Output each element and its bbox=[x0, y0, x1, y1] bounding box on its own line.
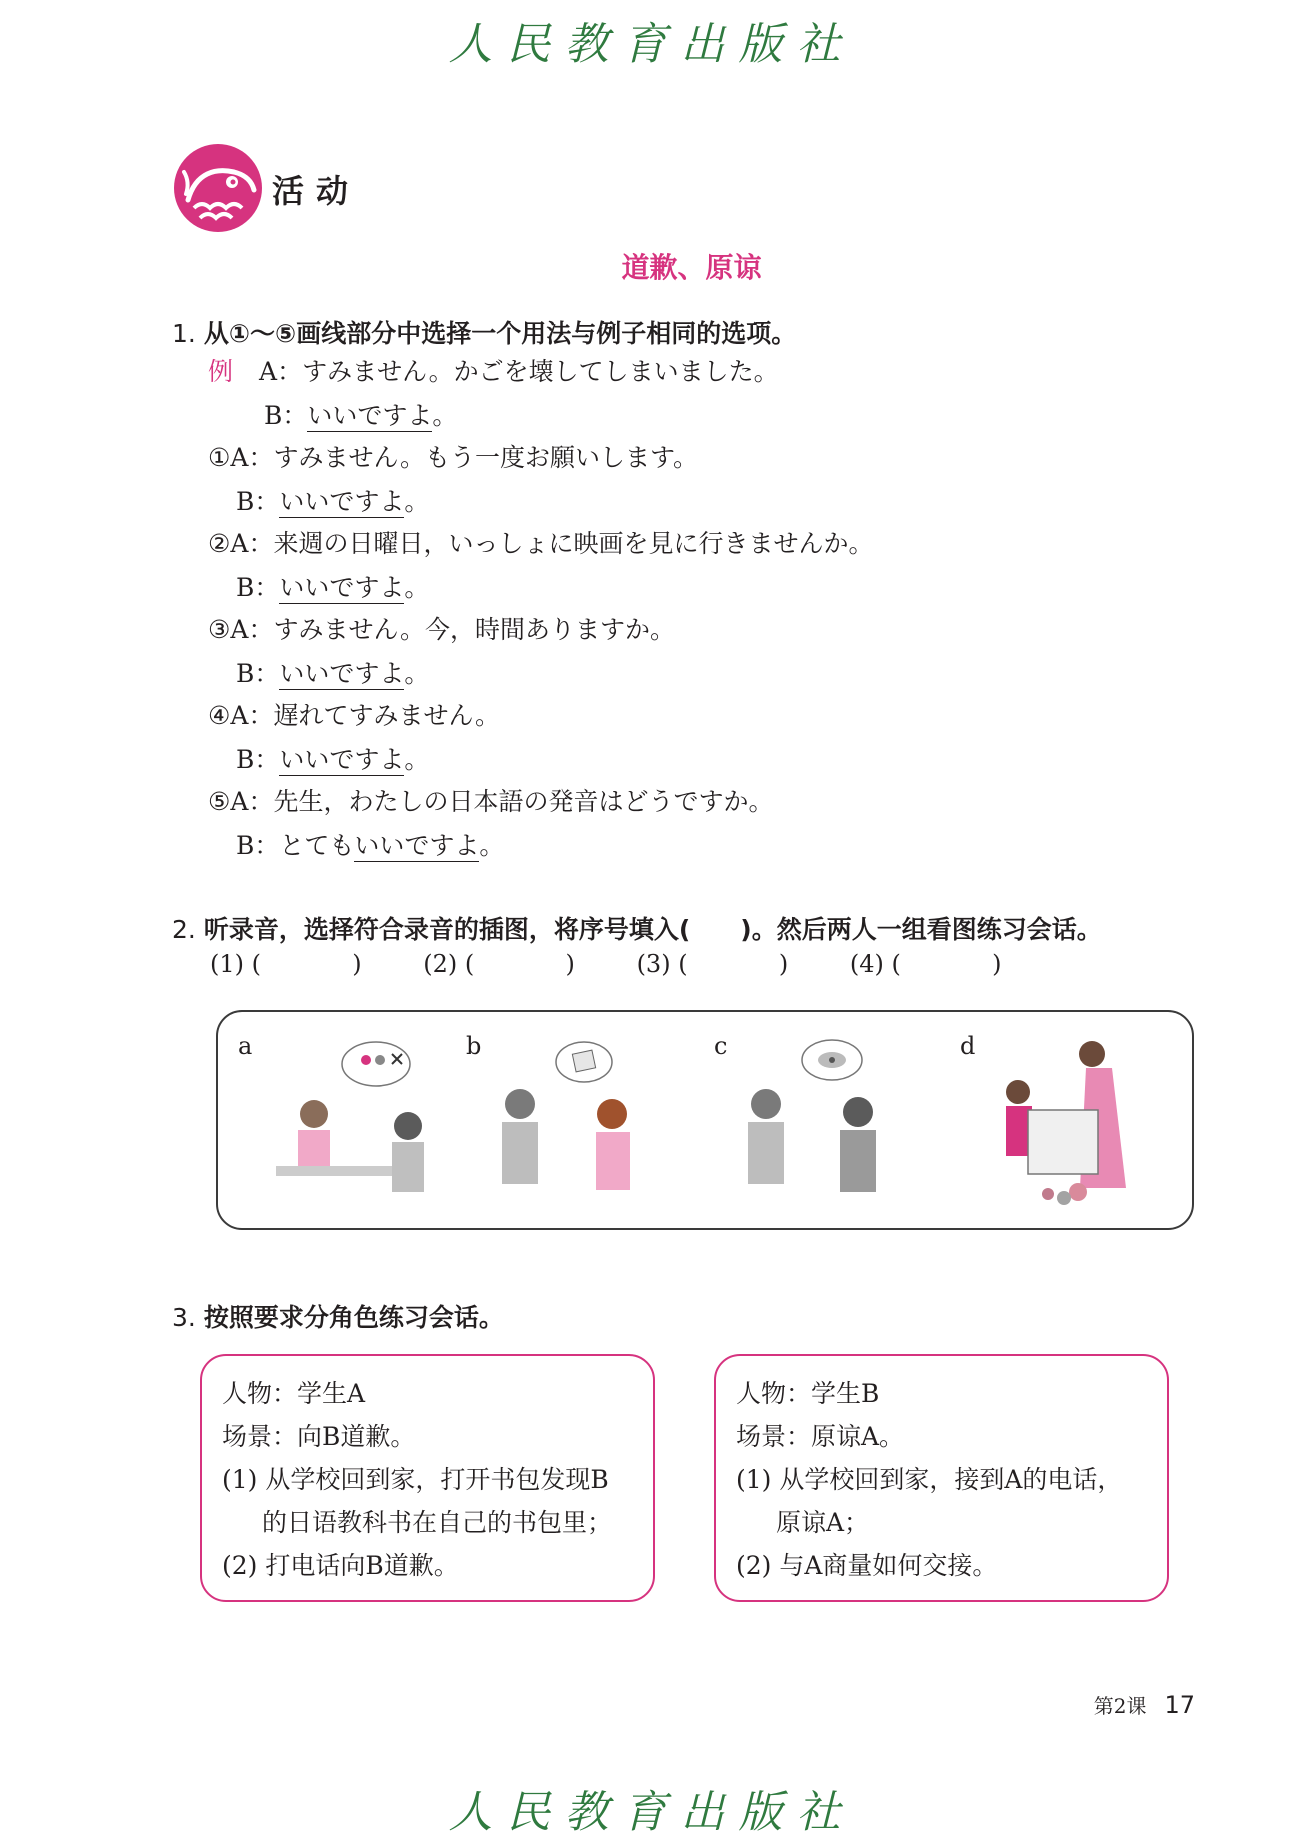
dialogue-b bbox=[236, 482, 429, 518]
lesson-label: 第2课 bbox=[1093, 1694, 1147, 1718]
picture-label-a: a bbox=[238, 1032, 253, 1060]
page-number: 17 bbox=[1164, 1691, 1195, 1719]
speaker-label: B： bbox=[236, 745, 280, 774]
underlined-phrase: いいですよ bbox=[354, 831, 480, 860]
punctuation: 。 bbox=[404, 487, 430, 516]
paren-open: ( bbox=[251, 950, 262, 978]
paren-open: ( bbox=[891, 950, 901, 978]
illustration-panel bbox=[216, 1010, 1194, 1230]
dialogue-b bbox=[236, 740, 429, 776]
dialogue-b bbox=[236, 826, 504, 862]
answer-blank[interactable] bbox=[637, 950, 789, 978]
dialogue-a: ⑤A：先生，わたしの日本語の発音はどうですか。 bbox=[208, 787, 774, 816]
blank-number: (3) bbox=[636, 950, 671, 978]
answer-blank[interactable] bbox=[423, 950, 575, 978]
punctuation: 。 bbox=[479, 831, 505, 860]
speaker-label: B： bbox=[236, 573, 280, 602]
fish-logo-icon bbox=[172, 142, 264, 234]
blank-number: (1) bbox=[210, 950, 244, 978]
paren-open: ( bbox=[678, 950, 688, 978]
dialogue-a: ④A：遅れてすみません。 bbox=[208, 701, 500, 730]
character-line: 人物：学生A bbox=[222, 1379, 366, 1408]
picture-c-illustration bbox=[728, 1026, 918, 1216]
question-2-heading bbox=[172, 910, 1102, 946]
blank-number: (2) bbox=[423, 950, 458, 978]
punctuation: 。 bbox=[404, 573, 430, 602]
question-number: 1. bbox=[172, 319, 196, 348]
section-title: 道歉、原谅 bbox=[621, 251, 762, 284]
answer-blanks bbox=[210, 950, 1055, 978]
paren-close: ) bbox=[565, 950, 575, 978]
answer-blank[interactable] bbox=[850, 950, 1002, 978]
punctuation: 。 bbox=[404, 659, 430, 688]
underlined-phrase: いいですよ bbox=[279, 745, 405, 774]
pre-text: とても bbox=[279, 831, 355, 860]
underlined-phrase: いいですよ bbox=[279, 487, 405, 516]
example-a-text: A：すみません。かごを壊してしまいました。 bbox=[259, 357, 779, 386]
picture-a-illustration bbox=[258, 1026, 448, 1216]
underlined-phrase: いいですよ bbox=[279, 573, 405, 602]
speaker-label: B： bbox=[236, 487, 280, 516]
scene-line: 场景：原谅A。 bbox=[736, 1422, 905, 1451]
role-card-student-a bbox=[200, 1354, 655, 1602]
question-3-heading bbox=[172, 1298, 504, 1334]
paren-open: ( bbox=[464, 950, 475, 978]
step-1-continued: 的日语教科书在自己的书包里； bbox=[262, 1508, 613, 1537]
role-card-student-b bbox=[714, 1354, 1169, 1602]
paren-close: ) bbox=[992, 950, 1002, 978]
question-instruction: 从①～⑤画线部分中选择一个用法与例子相同的选项。 bbox=[203, 319, 797, 348]
step-1: (1) 从学校回到家，接到A的电话， bbox=[736, 1465, 1123, 1494]
page-footer bbox=[1094, 1690, 1195, 1719]
activity-title: 活动 bbox=[272, 172, 361, 210]
blank-number: (4) bbox=[849, 950, 884, 978]
dialogue-b bbox=[236, 568, 429, 604]
step-1: (1) 从学校回到家，打开书包发现B bbox=[222, 1465, 609, 1494]
underlined-phrase: いいですよ bbox=[307, 401, 433, 430]
example-label: 例 bbox=[208, 357, 234, 386]
picture-d-illustration bbox=[978, 1026, 1168, 1222]
step-1-continued: 原谅A； bbox=[776, 1508, 870, 1537]
question-number: 2. bbox=[172, 915, 196, 944]
answer-blank[interactable] bbox=[210, 950, 362, 978]
scene-line: 场景：向B道歉。 bbox=[222, 1422, 416, 1451]
dialogue-b bbox=[236, 654, 429, 690]
character-line: 人物：学生B bbox=[736, 1379, 880, 1408]
publisher-header: 人民教育出版社 bbox=[448, 19, 855, 70]
picture-b-illustration bbox=[480, 1026, 670, 1216]
dialogue-a: ①A：すみません。もう一度お願いします。 bbox=[208, 443, 698, 472]
question-instruction: 按照要求分角色练习会话。 bbox=[203, 1303, 504, 1332]
picture-label-c: c bbox=[714, 1032, 728, 1060]
step-2: (2) 与A商量如何交接。 bbox=[736, 1551, 998, 1580]
picture-label-d: d bbox=[960, 1032, 976, 1060]
question-1-heading bbox=[172, 314, 796, 350]
paren-close: ) bbox=[778, 950, 789, 978]
dialogue-a: ③A：すみません。今，時間ありますか。 bbox=[208, 615, 675, 644]
punctuation: 。 bbox=[432, 401, 458, 430]
publisher-footer: 人民教育出版社 bbox=[448, 1787, 855, 1838]
picture-label-b: b bbox=[466, 1032, 482, 1060]
dialogue-a: ②A：来週の日曜日，いっしょに映画を見に行きませんか。 bbox=[208, 529, 874, 558]
question-number: 3. bbox=[172, 1303, 196, 1332]
speaker-label: B： bbox=[236, 831, 280, 860]
speaker-label: B： bbox=[236, 659, 280, 688]
example-line-b bbox=[264, 396, 457, 432]
speaker-label: B： bbox=[264, 401, 308, 430]
underlined-phrase: いいですよ bbox=[279, 659, 405, 688]
punctuation: 。 bbox=[404, 745, 430, 774]
paren-close: ) bbox=[352, 950, 362, 978]
question-instruction: 听录音，选择符合录音的插图，将序号填入( )。然后两人一组看图练习会话。 bbox=[203, 915, 1102, 944]
example-line-a bbox=[208, 352, 779, 388]
step-2: (2) 打电话向B道歉。 bbox=[222, 1551, 459, 1580]
